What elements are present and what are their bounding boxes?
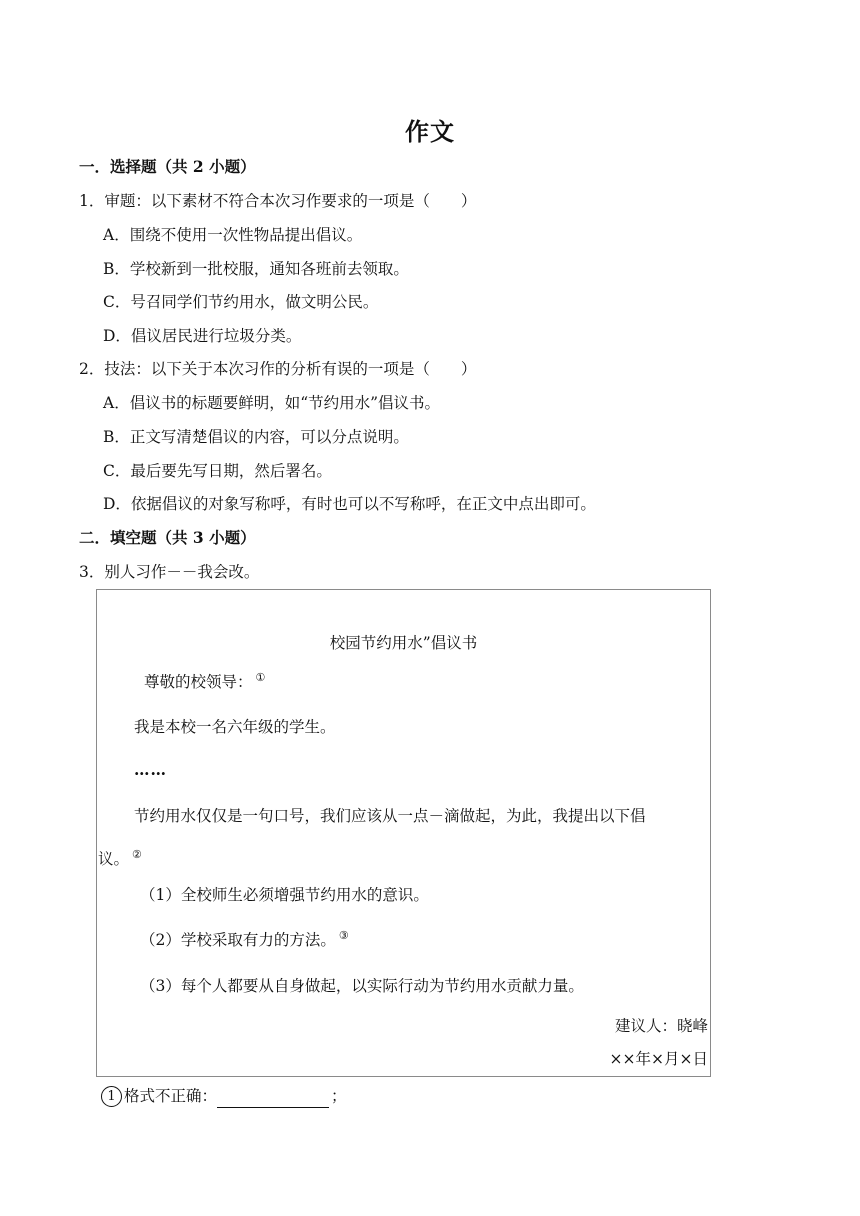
question-1-option-d: D．倡议居民进行垃圾分类。 [103, 327, 302, 345]
essay-intro: 我是本校一名六年级的学生。 [134, 718, 336, 736]
page-title: 作文 [405, 117, 455, 146]
answer-1-number: 1 [101, 1086, 122, 1107]
essay-item-2-line [140, 930, 349, 952]
essay-item-2: （2）学校采取有力的方法。 [140, 931, 336, 949]
question-2-option-c: C．最后要先写日期，然后署名。 [103, 462, 332, 480]
mark-2: ② [132, 848, 142, 861]
essay-item-1: （1）全校师生必须增强节约用水的意识。 [140, 886, 429, 904]
essay-ellipsis: …… [134, 760, 167, 779]
essay-item-3: （3）每个人都要从自身做起，以实际行动为节约用水贡献力量。 [140, 977, 584, 995]
answer-1-line [101, 1086, 347, 1108]
question-1-option-a: A．围绕不使用一次性物品提出倡议。 [103, 226, 363, 244]
essay-box [96, 589, 711, 1077]
answer-1-end: ； [331, 1087, 347, 1105]
question-3-stem: 3．别人习作－－我会改。 [79, 563, 260, 581]
question-1-option-b: B．学校新到一批校服，通知各班前去领取。 [103, 260, 409, 278]
section-heading-choice: 一．选择题（共 2 小题） [79, 157, 256, 176]
essay-heading: 校园节约用水”倡议书 [329, 634, 478, 652]
essay-date: ××年×月×日 [609, 1050, 708, 1068]
essay-salutation-line [144, 672, 265, 694]
essay-signer: 建议人：晓峰 [614, 1017, 708, 1035]
essay-body-line-1: 节约用水仅仅是一句口号，我们应该从一点－滴做起，为此，我提出以下倡 [134, 807, 646, 825]
mark-3: ③ [338, 929, 349, 942]
essay-salutation: 尊敬的校领导： [144, 673, 253, 691]
essay-body-line-2 [98, 849, 142, 871]
question-1-stem: 1．审题：以下素材不符合本次习作要求的一项是（ ） [79, 192, 477, 210]
question-1-option-c: C．号召同学们节约用水，做文明公民。 [103, 293, 379, 311]
answer-1-blank[interactable] [217, 1091, 329, 1108]
answer-1-label: 格式不正确： [124, 1087, 218, 1105]
section-heading-fill: 二．填空题（共 3 小题） [79, 528, 256, 547]
question-2-option-a: A．倡议书的标题要鲜明，如“节约用水”倡议书。 [103, 394, 441, 412]
essay-body-line-2-text: 议。 [98, 850, 130, 868]
question-2-option-d: D．依据倡议的对象写称呼，有时也可以不写称呼，在正文中点出即可。 [103, 495, 596, 513]
question-2-option-b: B．正文写清楚倡议的内容，可以分点说明。 [103, 428, 409, 446]
question-2-stem: 2．技法：以下关于本次习作的分析有误的一项是（ ） [79, 360, 477, 378]
mark-1: ① [255, 671, 266, 684]
